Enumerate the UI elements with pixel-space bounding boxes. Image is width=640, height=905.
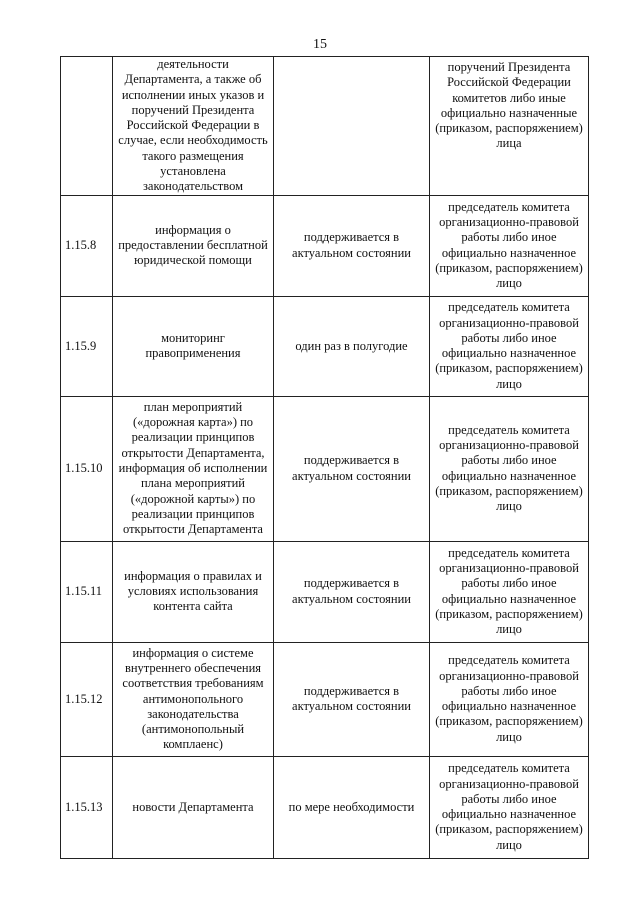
row-number: 1.15.13 <box>61 756 113 858</box>
period-cell <box>274 57 430 196</box>
period-cell: один раз в полугодие <box>274 296 430 396</box>
row-number: 1.15.12 <box>61 642 113 756</box>
period-cell: поддерживается в актуальном состоянии <box>274 396 430 541</box>
info-cell: информация о правилах и условиях использования контента сайта <box>113 541 274 642</box>
information-table <box>60 56 589 859</box>
period-cell: поддерживается в актуальном состоянии <box>274 541 430 642</box>
period-cell: поддерживается в актуальном состоянии <box>274 642 430 756</box>
period-cell: поддерживается в актуальном состоянии <box>274 195 430 296</box>
row-number <box>61 57 113 196</box>
page-number: 15 <box>313 37 327 52</box>
row-number: 1.15.11 <box>61 541 113 642</box>
table-row <box>61 642 589 756</box>
info-cell: новости Департамента <box>113 756 274 858</box>
responsible-cell: поручений Президента Российской Федерации комитетов либо иные официально назначенные (приказом, распоряжением) лица <box>430 57 589 196</box>
info-cell: мониторинг правоприменения <box>113 296 274 396</box>
responsible-cell: председатель комитета организационно-правовой работы либо иное официально назначенное (приказом, распоряжением) лицо <box>430 541 589 642</box>
responsible-cell: председатель комитета организационно-правовой работы либо иное официально назначенное (приказом, распоряжением) лицо <box>430 642 589 756</box>
period-cell: по мере необходимости <box>274 756 430 858</box>
table-row <box>61 296 589 396</box>
responsible-cell: председатель комитета организационно-правовой работы либо иное официально назначенное (приказом, распоряжением) лицо <box>430 756 589 858</box>
responsible-cell: председатель комитета организационно-правовой работы либо иное официально назначенное (приказом, распоряжением) лицо <box>430 195 589 296</box>
row-number: 1.15.10 <box>61 396 113 541</box>
table-row <box>61 57 589 196</box>
info-cell: информация о системе внутреннего обеспечения соответствия требованиям антимонопольного законодательства (антимонопольный комплаенс) <box>113 642 274 756</box>
responsible-cell: председатель комитета организационно-правовой работы либо иное официально назначенное (приказом, распоряжением) лицо <box>430 296 589 396</box>
table-row <box>61 541 589 642</box>
row-number: 1.15.8 <box>61 195 113 296</box>
row-number: 1.15.9 <box>61 296 113 396</box>
info-cell: план мероприятий («дорожная карта») по реализации принципов открытости Департамента, информация об исполнении плана мероприятий («дорожной карты») по реализации принципов открытости Департамента <box>113 396 274 541</box>
responsible-cell: председатель комитета организационно-правовой работы либо иное официально назначенное (приказом, распоряжением) лицо <box>430 396 589 541</box>
info-cell: деятельности Департамента, а также об исполнении иных указов и поручений Президента Российской Федерации в случае, если необходимость такого размещения установлена законодательством <box>113 57 274 196</box>
table-row <box>61 396 589 541</box>
table-row <box>61 195 589 296</box>
table-row <box>61 756 589 858</box>
info-cell: информация о предоставлении бесплатной юридической помощи <box>113 195 274 296</box>
